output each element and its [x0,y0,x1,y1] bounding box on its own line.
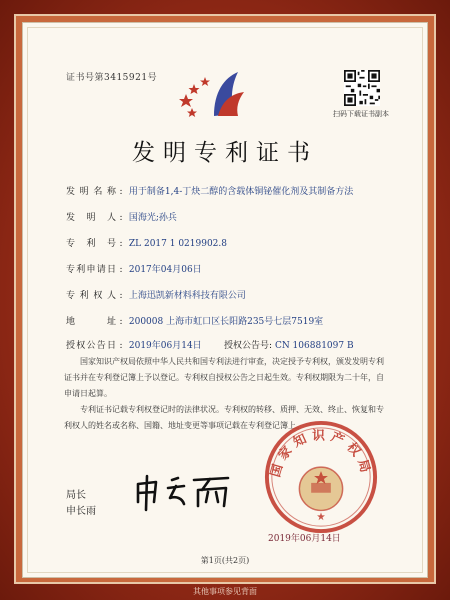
field-value: 国海光;孙兵 [128,213,177,223]
field-label: 授权公告日 [66,341,116,351]
field-inventors: 发明人 : 国海光;孙兵 [66,210,177,223]
qr-code-icon [344,70,380,106]
seal-date: 2019年06月14日 [268,534,341,544]
field-value: 200008 上海市虹口区长阳路235号七层7519室 [128,317,324,327]
field-label: 发明人 [66,213,116,223]
field-grant-date: 授权公告日 : 2019年06月14日 [66,338,202,351]
field-grant-number: 授权公告号: CN 106881097 B [224,341,354,351]
official-seal [262,418,380,536]
field-invention-name: 发明名称 : 用于制备1,4-丁炔二醇的含载体铜铋催化剂及其制备方法 [66,184,353,197]
signatory-title: 局长 [66,490,86,501]
field-patentee: 专利权人 : 上海迅凯新材料科技有限公司 [66,288,246,301]
statement-paragraph-1: 国家知识产权局依照中华人民共和国专利法进行审查，决定授予专利权，颁发发明专利证书并在专利登记簿上予以登记。专利权自授权公告之日起生效。专利权期限为二十年，自申请日起算。 [64,357,384,398]
field-application-date: 专利申请日 : 2017年04月06日 [66,262,202,275]
cnipa-logo-icon [178,64,250,120]
field-patent-number: 专利号 : ZL 2017 1 0219902.8 [66,236,227,249]
field-label: 专利申请日 [66,265,116,275]
seal-text: 国家知识产权局 [268,428,374,480]
certificate-number: 证书号第3415921号 [66,73,158,83]
certificate-title: 发明专利证书 [132,140,318,166]
handwritten-signature [132,472,242,512]
field-label: 发明名称 [66,187,116,197]
signatory-name: 申长雨 [66,506,96,517]
field-value: ZL 2017 1 0219902.8 [128,239,227,249]
footer-note: 其他事项参见背面 [193,587,257,596]
field-label: 授权公告号 [224,341,270,351]
field-address: 地址 : 200008 上海市虹口区长阳路235号七层7519室 [66,314,323,327]
field-label: 专利号 [66,239,116,249]
field-label: 专利权人 [66,291,116,301]
field-value: 2019年06月14日 [128,341,202,351]
field-value: 2017年04月06日 [128,265,202,275]
page-number: 第1页(共2页) [200,556,250,565]
field-value: 上海迅凯新材料科技有限公司 [128,291,246,301]
field-value: CN 106881097 B [274,341,354,351]
field-value: 用于制备1,4-丁炔二醇的含载体铜铋催化剂及其制备方法 [128,187,354,197]
field-label: 地址 [66,317,116,327]
statement-paragraph-2: 专利证书记载专利权登记时的法律状况。专利权的转移、质押、无效、终止、恢复和专利权人的姓名或名称、国籍、地址变更等事项记载在专利登记簿上。 [64,405,384,430]
qr-caption: 扫码下载证书副本 [333,110,389,118]
